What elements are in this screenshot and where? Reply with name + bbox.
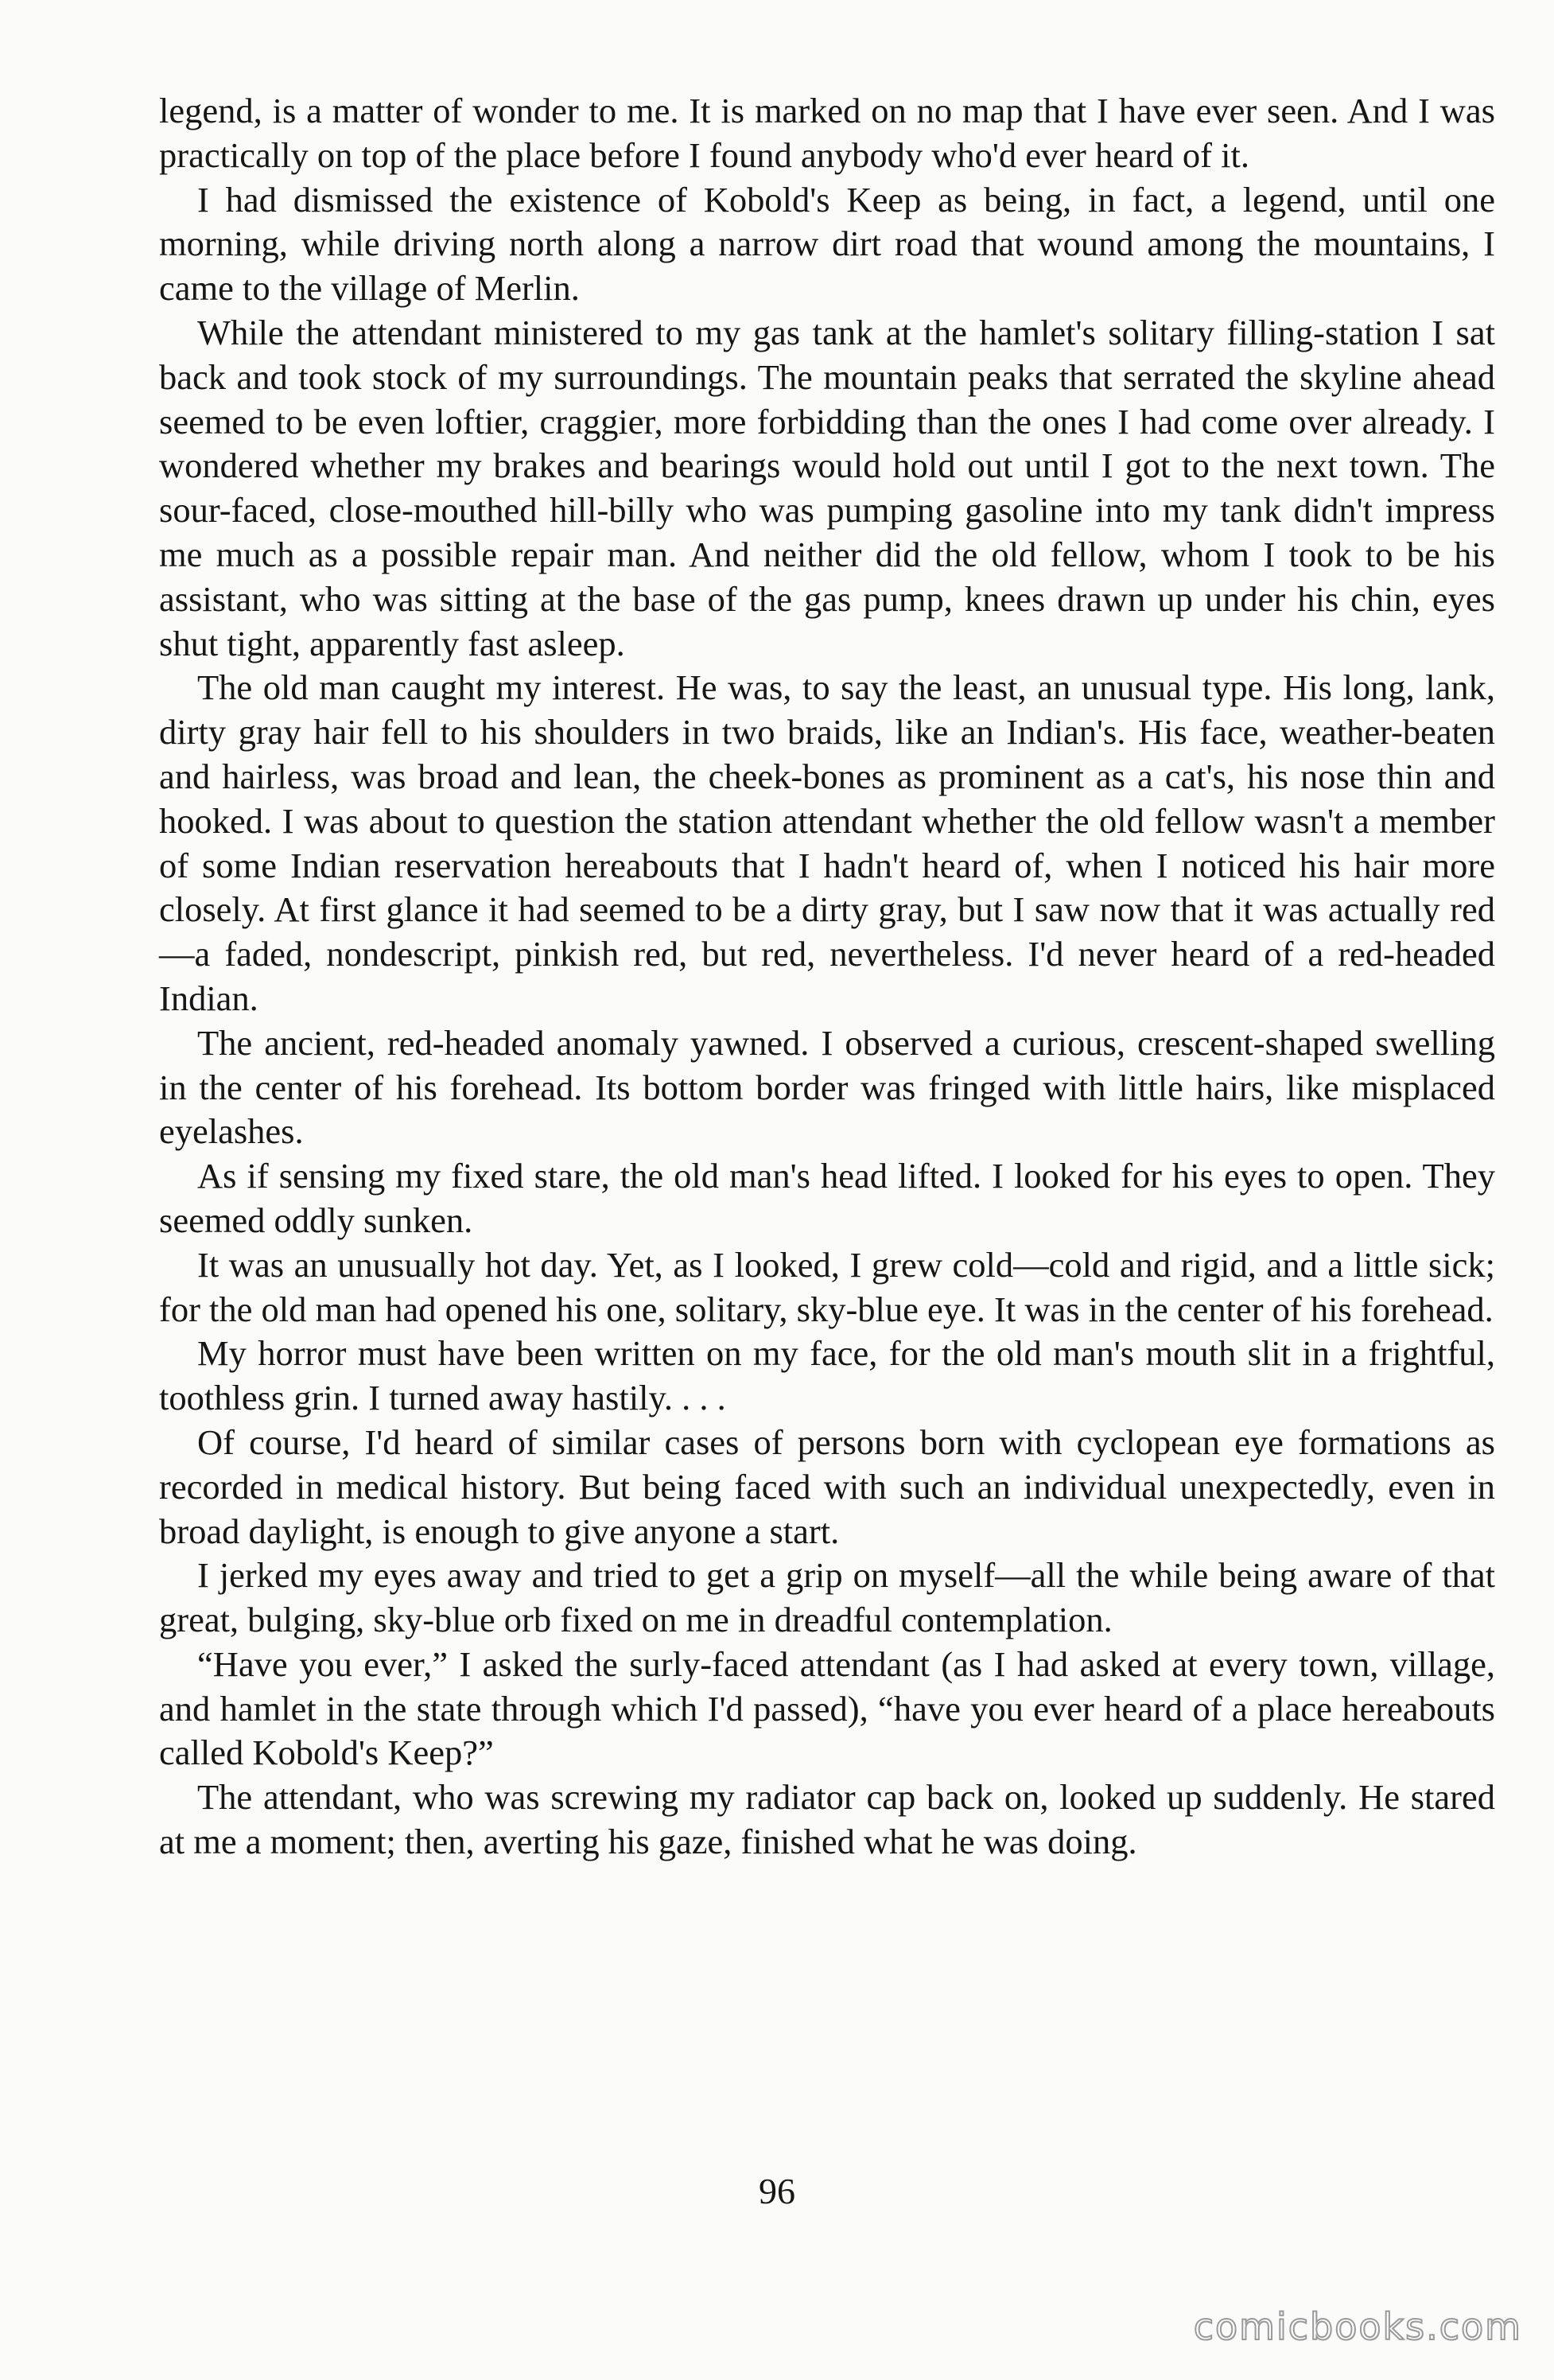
page-number: 96 — [759, 2171, 795, 2211]
paragraph: It was an unusually hot day. Yet, as I looked, I grew cold—cold and rigid, and a little sick; for the old man had opened his one, solitary, sky-blue eye. It was in the center of his forehead. — [159, 1244, 1495, 1329]
paragraph: My horror must have been written on my face, for the old man's mouth slit in a frightful, toothless grin. I turned away hastily. . . . — [159, 1333, 1495, 1418]
body-text — [159, 89, 1495, 1865]
paragraph: I jerked my eyes away and tried to get a grip on myself—all the while being aware of that great, bulging, sky-blue orb fixed on me in dreadful contemplation. — [159, 1555, 1495, 1640]
paragraph: The old man caught my interest. He was, to say the least, an unusual type. His long, lank, dirty gray hair fell to his shoulders in two braids, like an Indian's. His face, weather-beaten and hairless, was broad and lean, the cheek-bones as prominent as a cat's, his nose thin and hooked. I was about to question the station attendant whether the old fellow wasn't a member of some Indian reservation hereabouts that I hadn't heard of, when I noticed his hair more closely. At first glance it had seemed to be a dirty gray, but I saw now that it was actually red—a faded, nondescript, pinkish red, but red, nevertheless. I'd never heard of a red-headed Indian. — [159, 667, 1495, 1018]
paragraph: While the attendant ministered to my gas tank at the hamlet's solitary filling-station I sat back and took stock of my surroundings. The mountain peaks that serrated the skyline ahead seemed to be even loftier, craggier, more forbidding than the ones I had come over already. I wondered whether my brakes and bearings would hold out until I got to the next town. The sour-faced, close-mouthed hill-billy who was pumping gasoline into my tank didn't impress me much as a possible repair man. And neither did the old fellow, whom I took to be his assistant, who was sitting at the base of the gas pump, knees drawn up under his chin, eyes shut tight, apparently fast asleep. — [159, 312, 1495, 663]
paragraph: The attendant, who was screwing my radiator cap back on, looked up suddenly. He stared at me a moment; then, averting his gaze, finished what he was doing. — [159, 1777, 1495, 1862]
paragraph: Of course, I'd heard of similar cases of persons born with cyclopean eye formations as recorded in medical history. But being faced with such an individual unexpectedly, even in broad daylight, is enough to give anyone a start. — [159, 1421, 1495, 1551]
paragraph: “Have you ever,” I asked the surly-faced attendant (as I had asked at every town, village, and hamlet in the state through which I'd passed), “have you ever heard of a place hereabouts called Kobold's Keep?” — [159, 1643, 1495, 1773]
watermark: comicbooks.com — [1193, 2305, 1522, 2348]
paragraph: As if sensing my fixed stare, the old man's head lifted. I looked for his eyes to open. They seemed oddly sunken. — [159, 1156, 1495, 1240]
paragraph: I had dismissed the existence of Kobold's Keep as being, in fact, a legend, until one morning, while driving north along a narrow dirt road that wound among the mountains, I came to the village of Merlin. — [159, 179, 1495, 309]
paragraph: legend, is a matter of wonder to me. It is marked on no map that I have ever seen. And I was practically on top of the place before I found anybody who'd ever heard of it. — [159, 91, 1495, 175]
paragraph: The ancient, red-headed anomaly yawned. I observed a curious, crescent-shaped swelling in the center of his forehead. Its bottom border was fringed with little hairs, like misplaced eyelashes. — [159, 1022, 1495, 1152]
